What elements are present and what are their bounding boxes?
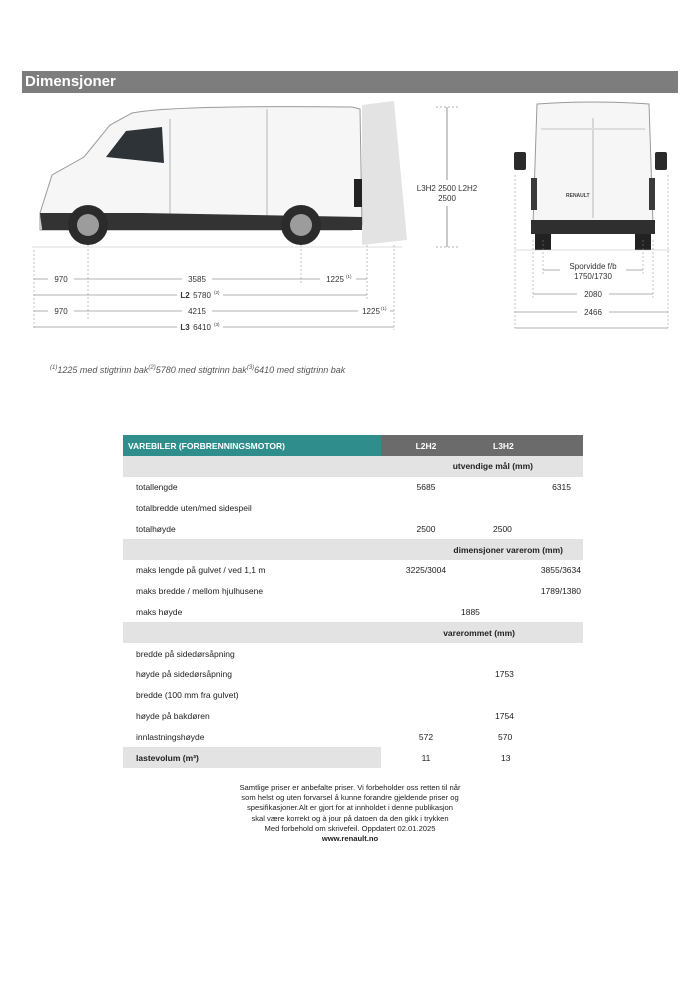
rear-width: 2080 xyxy=(584,290,602,299)
row-label: høyde på bakdøren xyxy=(136,710,210,721)
dim-l2-sup: (2) xyxy=(214,290,220,295)
table-row xyxy=(123,747,583,768)
height-label-1: L3H2 2500 L2H2 xyxy=(416,184,478,193)
row-value-l3: 13 xyxy=(501,752,511,763)
row-label: maks høyde xyxy=(136,606,183,617)
table-row xyxy=(123,643,583,664)
disclaimer-line: spesifikasjoner.Alt er gjort for at innholdet i denne publikasjon xyxy=(247,803,453,813)
dim-rear-2: 1225 xyxy=(362,307,380,316)
row-label: totalhøyde xyxy=(136,523,176,534)
row-value-l3: 3855/3634 xyxy=(540,565,581,576)
dim-l3-sup: (3) xyxy=(214,322,220,327)
table-row xyxy=(123,726,583,747)
dim-front-2: 970 xyxy=(54,307,68,316)
row-label: bredde på sidedørsåpning xyxy=(136,648,235,659)
row-value-l3: 6315 xyxy=(552,482,571,493)
footnote xyxy=(50,365,345,375)
section-title: Dimensjoner xyxy=(25,73,116,90)
row-value-l3: 570 xyxy=(498,731,513,742)
row-value-l2: 3225/3004 xyxy=(405,565,447,576)
left-mirror xyxy=(514,152,526,170)
disclaimer-line: som helst og uten forvarsel å kunne forandre gjeldende priser og xyxy=(241,793,459,803)
rear-bumper xyxy=(531,220,655,234)
website-link[interactable]: www.renault.no xyxy=(321,834,379,844)
dim-rear-1: 1225 xyxy=(326,275,344,284)
table-row xyxy=(123,560,583,581)
row-value-l3: 1753 xyxy=(495,669,514,680)
dim-rear-1-sup: (1) xyxy=(346,274,352,279)
section-cargo-dimensions: dimensjoner varerom (mm) xyxy=(123,539,583,560)
row-value-l3: 1754 xyxy=(495,710,514,721)
table-title: VAREBILER (FORBRENNINGSMOTOR) xyxy=(123,435,381,456)
section-row xyxy=(123,622,583,643)
row-label: totalbredde uten/med sidespeil xyxy=(136,502,252,513)
disclaimer-line: Samtlige priser er anbefalte priser. Vi forbeholder oss retten til når xyxy=(239,783,461,792)
row-label: lastevolum (m³) xyxy=(123,747,381,768)
section-exterior: utvendige mål (mm) xyxy=(123,456,583,477)
disclaimer-line: skal være korrekt og à jour på datoen da den gikk i trykken xyxy=(251,813,449,823)
row-value-l3: 1789/1380 xyxy=(540,586,581,597)
footnote-sup-2: (2) xyxy=(148,365,156,371)
footnote-text-2: 5780 med stigtrinn bak xyxy=(155,365,247,375)
right-mirror xyxy=(655,152,667,170)
disclaimer-line: Med forbehold om skrivefeil. Oppdatert 02.01.2025 xyxy=(264,823,436,833)
row-value-l2: 2500 xyxy=(416,523,436,534)
col-header-l3h2: L3H2 xyxy=(471,435,583,456)
footnote-text-3: 6410 med stigtrinn bak xyxy=(254,365,346,375)
dim-rear-2-sup: (1) xyxy=(381,306,387,311)
row-label: innlastningshøyde xyxy=(136,731,205,742)
row-value-both: 1885 xyxy=(461,606,480,617)
dim-wheelbase-2: 4215 xyxy=(188,307,206,316)
side-shadow xyxy=(362,101,407,245)
table-row xyxy=(123,706,583,727)
rear-brand: RENAULT xyxy=(566,193,590,199)
section-row xyxy=(123,456,583,477)
row-label: maks lengde på gulvet / ved 1,1 m xyxy=(136,565,266,576)
table-row xyxy=(123,685,583,706)
row-label: maks bredde / mellom hjulhusene xyxy=(136,586,264,597)
disclaimer xyxy=(200,783,500,844)
col-header-l2h2: L2H2 xyxy=(381,435,471,456)
dim-l2-label: L2 xyxy=(180,291,190,300)
row-value-l2: 572 xyxy=(418,731,434,742)
footnote-sup-1: (1) xyxy=(50,365,58,371)
height-label-2: 2500 xyxy=(438,194,456,203)
track-label-1: Sporvidde f/b xyxy=(569,262,617,271)
row-label: totallengde xyxy=(136,482,178,493)
dim-l3-label: L3 xyxy=(180,323,190,332)
table-header-row xyxy=(123,435,583,456)
section-cargo: varerommet (mm) xyxy=(123,622,583,643)
dim-l3-value: 6410 xyxy=(193,323,211,332)
section-row xyxy=(123,539,583,560)
row-label: bredde (100 mm fra gulvet) xyxy=(136,690,239,701)
table-row xyxy=(123,664,583,685)
row-value-l2: 11 xyxy=(421,752,431,763)
rear-width-mirrors: 2466 xyxy=(584,308,602,317)
table-row xyxy=(123,498,583,519)
rear-view-diagram xyxy=(505,100,680,335)
row-value-l3: 2500 xyxy=(493,523,512,534)
table-row xyxy=(123,477,583,498)
footnote-sup-3: (3) xyxy=(246,365,255,371)
row-value-l2: 5685 xyxy=(416,482,436,493)
dim-l2-value: 5780 xyxy=(193,291,211,300)
table-row xyxy=(123,518,583,539)
section-header xyxy=(22,71,678,93)
spec-table xyxy=(123,435,583,768)
side-view-diagram xyxy=(22,95,492,345)
table-row xyxy=(123,602,583,623)
dim-front-1: 970 xyxy=(54,275,68,284)
row-label: høyde på sidedørsåpning xyxy=(136,669,232,680)
table-row xyxy=(123,581,583,602)
dim-wheelbase-1: 3585 xyxy=(188,275,206,284)
footnote-text-1: 1225 med stigtrinn bak xyxy=(57,365,149,375)
track-label-2: 1750/1730 xyxy=(574,272,612,281)
